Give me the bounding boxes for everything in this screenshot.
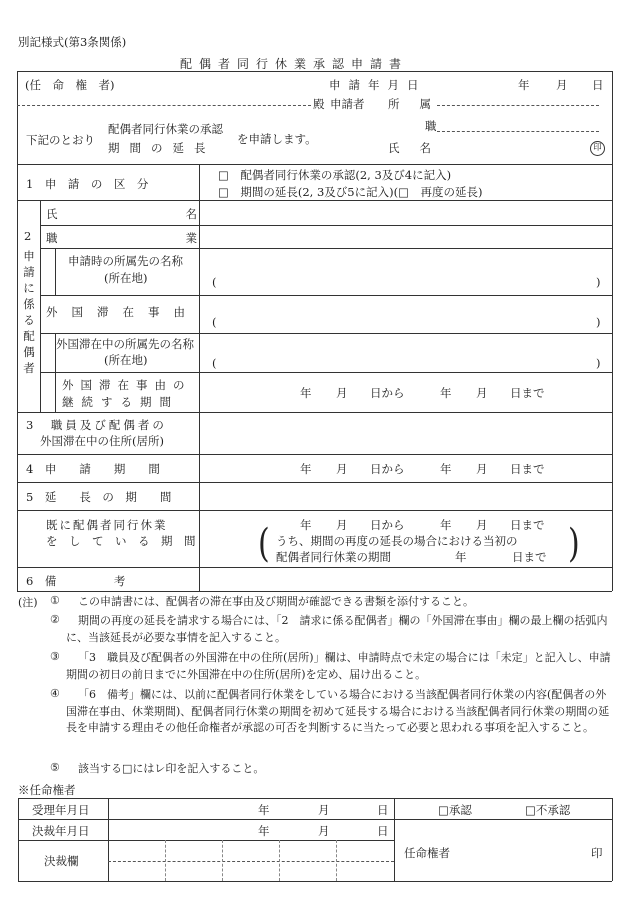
page-title: 配偶者同行休業承認申請書 [180, 57, 409, 71]
right-bracket: ) [568, 521, 580, 568]
section5-label: 5 延 長 の 期 間 [26, 490, 172, 504]
notes-prefix: (注) [18, 596, 38, 609]
section2-vertical-label: 申請に係る配偶者 [23, 249, 35, 375]
abroad-org-location-label: (所在地) [104, 353, 148, 367]
name-label: 氏名 [388, 141, 451, 155]
approve-checkbox[interactable]: □承認 [438, 803, 472, 817]
section6-label: 6 備 考 [26, 574, 126, 588]
affiliation-label: 所属 [388, 97, 451, 111]
received-date-label: 受理年月日 [32, 803, 90, 817]
already-on-leave-label-1: 既に配偶者同行休業 [46, 518, 168, 532]
appointer-label: (任 命 権 者) [25, 78, 115, 92]
reason-prefix: 下記のとおり [26, 133, 95, 147]
date-year: 年 [518, 78, 530, 92]
abroad-org-paren-close: ) [596, 356, 601, 370]
continue-period-label-1: 外国滞在事由の [62, 378, 192, 392]
note4-number: ④ [50, 687, 60, 700]
abroad-org-paren-open: ( [212, 356, 217, 370]
form-label: 別記様式(第3条関係) [18, 35, 127, 49]
workplace-paren-close: ) [596, 275, 601, 289]
decision-year: 年 [258, 824, 270, 838]
date-day: 日 [592, 78, 604, 92]
note2-text: 期間の再度の延長を請求する場合には、「2 請求に係る配偶者」欄の「外国滞在事由」欄の最上欄の括弧内に、当該延長が必要な事情を記入すること。 [66, 614, 608, 644]
received-year: 年 [258, 803, 270, 817]
already-on-leave-label-2: を し て い る 期 間 [46, 534, 196, 548]
spouse-job-label: 職業 [46, 231, 325, 245]
re-extension-year: 年 [455, 550, 467, 564]
section3-label-2: 外国滞在中の住所(居所) [40, 434, 164, 448]
decision-month: 月 [318, 824, 330, 838]
note5-number: ⑤ [50, 761, 60, 774]
decision-date-label: 決裁年月日 [32, 824, 90, 838]
re-extension-note-2: 配偶者同行休業の期間 [276, 550, 391, 564]
abroad-reason-label: 外国滞在事由 [46, 305, 199, 319]
option-extension: 期間の延長 [108, 141, 216, 155]
workplace-location-label: (所在地) [104, 271, 148, 285]
received-day: 日 [377, 803, 389, 817]
note3-number: ③ [50, 650, 60, 663]
left-bracket: ( [258, 521, 270, 568]
section2-number: 2 [24, 229, 32, 243]
dono-label: 殿 [313, 97, 325, 111]
re-extension-to: 日まで [512, 550, 547, 564]
seal-mark: 印 [590, 139, 605, 156]
note1-number: ① [50, 594, 60, 607]
applicant-label: 申請者 [330, 97, 365, 111]
appointer-seal: 印 [591, 846, 603, 860]
section3-label-1: 3 職員及び配偶者の [26, 418, 167, 432]
section4-label: 4 申 請 期 間 [26, 462, 160, 476]
re-extension-note-1: うち、期間の再度の延長の場合における当初の [276, 534, 518, 548]
appointer-sign-label: 任命権者 [404, 846, 450, 860]
section1-option-extension[interactable]: □ 期間の延長(2, 3及び5に記入)(□ 再度の延長) [218, 185, 483, 199]
application-date-label: 申請年月日 [329, 78, 427, 92]
section1-label: 1 申 請 の 区 分 [26, 177, 149, 191]
job-title-label: 職 [425, 119, 437, 133]
disapprove-checkbox[interactable]: □不承認 [525, 803, 571, 817]
note1-text: この申請書には、配偶者の滞在事由及び期間が確認できる書類を添付すること。 [78, 595, 474, 608]
abroad-reason-paren-close: ) [596, 315, 601, 329]
approval-stamp-label: 決裁欄 [44, 854, 79, 868]
abroad-org-label: 外国滞在中の所属先の名称 [56, 337, 194, 351]
received-month: 月 [318, 803, 330, 817]
option-approval: 配偶者同行休業の承認 [108, 122, 223, 136]
workplace-paren-open: ( [212, 275, 217, 289]
note2-number: ② [50, 613, 60, 626]
reason-suffix: を申請します。 [237, 132, 317, 146]
decision-day: 日 [377, 824, 389, 838]
note3-text: 「3 職員及び配偶者の外国滞在中の住所(居所)」欄は、申請時点で未定の場合には「未定」と記入し、申請期間の初日の前日までに外国滞在中の住所(居所)を定め、届け出ること。 [66, 651, 611, 681]
continue-period-label-2: 継続する期間 [62, 395, 179, 409]
spouse-name-label: 氏名 [46, 207, 325, 221]
note5-text: 該当する□にはレ印を記入すること。 [78, 762, 265, 775]
abroad-reason-paren-open: ( [212, 315, 217, 329]
workplace-name-label: 申請時の所属先の名称 [68, 254, 183, 268]
date-month: 月 [556, 78, 568, 92]
section1-option-approval[interactable]: □ 配偶者同行休業の承認(2, 3及び4に記入) [218, 168, 452, 182]
appointer-section-heading: ※任命権者 [18, 783, 76, 797]
note4-text: 「6 備考」欄には、以前に配偶者同行休業をしている場合における当該配偶者同行休業の内容(配偶者の外国滞在事由、休業期間)、配偶者同行休業の期間を初めて延長する場合における当該配偶者同行休業の期間の延長を申請する理由その他任命権者が承認の可否を判断するに当たって必要と思われる事項を記入すること。 [66, 688, 610, 734]
